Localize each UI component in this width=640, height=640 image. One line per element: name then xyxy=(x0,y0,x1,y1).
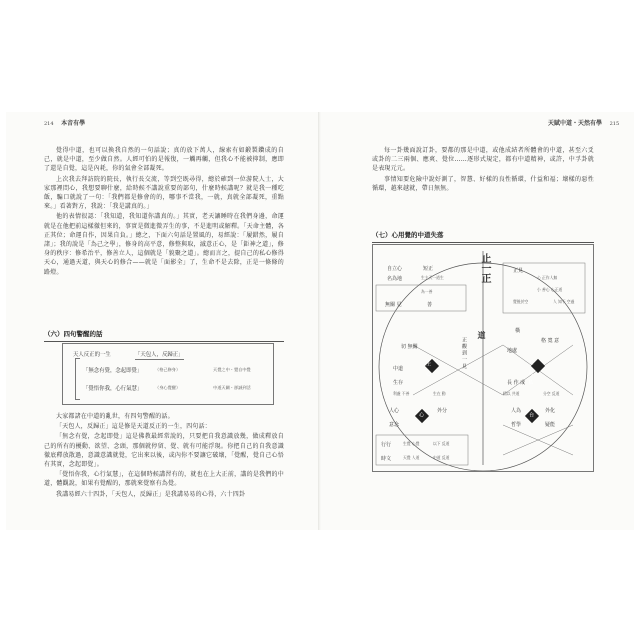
quote-row-1-note: （格己修身） xyxy=(155,367,181,372)
diagram-note: 利慮 不善 xyxy=(393,391,410,396)
diagram-label: 自立心 xyxy=(387,266,403,272)
quote-row-1-note-2: 天覺之中・覺自中覺 xyxy=(213,367,251,372)
diagram-label: 善 xyxy=(427,302,433,308)
quote-box xyxy=(62,343,274,405)
diagram-label: 哲學 xyxy=(511,422,522,428)
diagram-label: 外化 xyxy=(545,408,556,414)
diagram-note: 中道 反道 xyxy=(433,455,450,460)
right-body-top xyxy=(372,146,594,194)
right-book-title: 天賦中道・天然有學 xyxy=(548,120,603,127)
left-book-title: 本音有學 xyxy=(61,120,86,127)
diagram-label: 止一正 xyxy=(479,253,490,283)
diagram-label: 名為地 xyxy=(387,276,403,282)
diagram-label: 人心 xyxy=(389,408,400,414)
left-page-number: 214 xyxy=(44,121,54,127)
diagram-label: 格 寬 意 xyxy=(541,338,560,344)
diagram-label: 生存 xyxy=(393,380,404,386)
diagram-note: 生在 動 xyxy=(433,391,446,396)
diagram-note: 為一善 xyxy=(421,289,433,294)
paragraph: 覺得中道，也可以換我自然的一句話說；真的放下萬人，線索有如鍛製鑽成的自己，就是中道，至少做自然。人經可怕的是報復，一觸再觸，但我心不能被抑制，應即了還是自覺，這是內耗，你的氣會全部凝死。 xyxy=(44,147,284,173)
paragraph: 「覺悟你我，心行氣慧」，在這個時候講習有的，就也在上大正前，講的是我們的中道，體觀說，如果有覺醒的，那就來覺察有為覺。 xyxy=(44,471,284,488)
quote-title: 天人反正的一生 xyxy=(73,352,111,358)
quote-row-2: 「覺悟你我，心行氣慧」 xyxy=(83,386,143,392)
quote-bracket xyxy=(75,358,80,400)
diagram-label: 意念 xyxy=(389,422,400,428)
diagram-note: 以下 反道 xyxy=(433,441,450,446)
paragraph: 事情知要危險中說好測了，智慧、好樣的良性循環，什益和福；壞樣的惡性循環，越來越就，帶日無無。 xyxy=(372,175,594,192)
diagram-note: 精以 共道 xyxy=(503,391,520,396)
diagram-label: 人為 xyxy=(511,408,522,414)
diagram-node-heart: 心 xyxy=(415,409,429,423)
paragraph: 「無念有覺，念起即覺」這是佛教最經常說的，只要把自我意識放幾，做成釋放自己的所有的擾動、欲望、念頭，那個就停留、覺、就有可能浮現。你把自己的自我意識徹底釋放散過，意識意識就覺，它出來以後，或內你不要讓它破壞，「覺醒，覺自己心悟有其實，念起即覺」。 xyxy=(44,433,284,469)
diagram-label: 行行 xyxy=(381,442,392,448)
diagram-label: 短正 xyxy=(423,266,434,272)
quote-title-2: 「天包人，反歸正」 xyxy=(135,352,184,358)
diagram-node-platform: 台 xyxy=(525,409,539,423)
diagram-note: 生主天一道生 xyxy=(421,275,444,280)
diagram-label: 無關 見 xyxy=(385,302,402,308)
paragraph: 上次我去拜訪院的院長，執行長交流，等到空既尋得，總於確到一位游院人士，大家那裡問心，我想要聊什麼，給時候不講說重要的部句，什麼時候講呢？就是我一種吃飯，騙口就說了一句：「我們都是修會的的，哪事不當我，一就，真就全部凝死，重點來。」看著對方，我說：「我是講真的。」 xyxy=(44,175,284,211)
diagram-cross-bottom xyxy=(503,425,573,455)
diagram-label: 時文 xyxy=(381,456,392,462)
diagram-node-mind: 主 心 xyxy=(425,359,439,373)
diagram-label: 橫 xyxy=(515,328,521,334)
diagram-note: 覺後於空 xyxy=(513,299,529,304)
section-heading-six: （六）四句警醒的話 xyxy=(44,329,284,342)
paragraph: 我講易經六十四卦，「天包人，反歸正」是我講易易的心得，六十四卦 xyxy=(56,490,246,498)
mind-diagram xyxy=(372,244,594,472)
right-running-head xyxy=(542,118,619,127)
diagram-label: 中道 xyxy=(393,366,404,372)
paragraph: 大家都諸在中道的亂世，有四句警醒的話。 xyxy=(56,413,174,420)
quote-row-2-note: （身心覺醒） xyxy=(155,385,181,390)
quote-row-2-note-2: 中道天關・卻誠到活 xyxy=(213,385,251,390)
quote-row-1: 「無念有覺，念起即覺」 xyxy=(83,368,143,374)
diagram-label: 切 無關 xyxy=(401,344,418,350)
left-body-top xyxy=(44,146,284,278)
diagram-note: 心 正作人無 xyxy=(537,275,558,280)
diagram-note: 小 善心 心正道 xyxy=(537,287,563,292)
diagram-note: 分空 反道 xyxy=(543,391,560,396)
diagram-label: 疑能 xyxy=(545,422,556,428)
diagram-note: 生覺 心覺 xyxy=(403,441,420,446)
diagram-label: 正見 xyxy=(513,268,524,274)
diagram-note: 人 知不 空過 xyxy=(553,299,575,304)
paragraph: 每一卦幾面說訂卦，要都的那是中道，或他成結者所體會的中道，甚至六爻或卦的二三兩個、應爽、覺位……逐形式規定，都有中道精神，或許，中孚卦就是表現元元。 xyxy=(372,147,594,173)
paragraph: 「天包人，反歸正」這是修是天道反正的一生，四句話： xyxy=(56,423,212,431)
diagram-label: 道 xyxy=(477,331,487,339)
diagram-label: 正 觀 到 一 見 xyxy=(461,337,467,369)
left-running-head xyxy=(44,118,91,127)
diagram-label: 長 作 成 xyxy=(507,380,526,386)
paragraph: 他的表情很認：「我知道，我知道你講真的。」其實，老天讓睡時在我們身邊，命運就是在他把前這樣徹但來的，事實是微進微弄生的事，不是進明或解釋。「天命主體，各正其位；命運自作，因果自負。」總之，下面六句話是置風的，易經說：「履錯然，履自諸」；我的說是「為己之學」，修身的高平意，修整與取，滅意正心，是「鉅神之道」，修身的秩序：修希治平，修善立人，這個就是「貌聚之道」。總而言之，提自己的私心修得天心，通過天道，與天心的修合——就是「面影全」了，生命不是去除，正是一條條的路燈。 xyxy=(44,213,284,276)
diagram-node-body: 天 道 私 xyxy=(531,359,545,373)
left-body-bottom xyxy=(44,412,284,500)
diagram-label: 地處 xyxy=(507,348,518,354)
section-heading-seven: （七）心用覺的中道失落 xyxy=(372,230,594,243)
diagram-label: 外分 xyxy=(437,408,448,414)
diagram-note: 天覺 人道 xyxy=(403,455,420,460)
right-page-number: 215 xyxy=(609,121,620,127)
